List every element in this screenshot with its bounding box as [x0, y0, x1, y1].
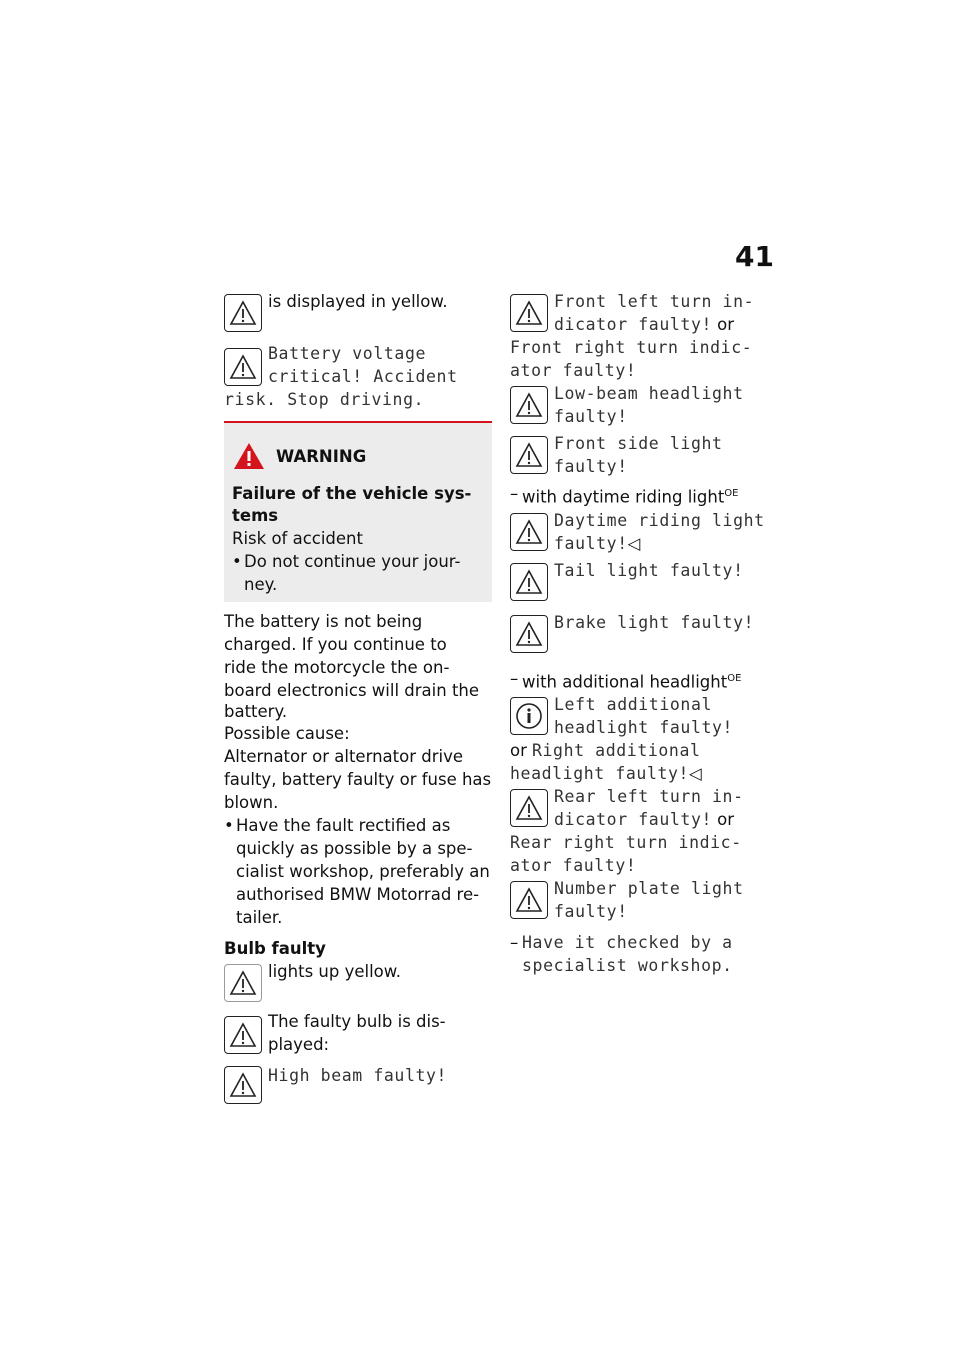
bulb-display-line: played: — [268, 1035, 330, 1054]
front-side-light-row — [510, 432, 780, 482]
instruction-line: Have it checked by a — [522, 933, 733, 952]
number-plate-row — [510, 877, 780, 927]
end-arrow-icon: ◁ — [689, 764, 702, 783]
message-line: Right additional — [531, 741, 701, 760]
bulb-display-line: The faulty bulb is dis- — [268, 1012, 446, 1031]
paragraph-line: charged. If you continue to — [224, 635, 447, 654]
battery-paragraph — [224, 610, 492, 722]
message-line: ator faulty! — [510, 856, 637, 875]
message-line: faulty! — [554, 457, 628, 476]
low-beam-row — [510, 382, 780, 432]
indicator-text: is displayed in yellow. — [268, 292, 448, 311]
or-label: or — [717, 810, 734, 829]
additional-headlight-row — [510, 693, 780, 785]
paragraph-line: The battery is not being — [224, 612, 423, 631]
warning-triangle-icon — [510, 789, 548, 827]
warning-triangle-icon — [224, 1066, 262, 1104]
message-line: faulty! — [554, 533, 628, 553]
message-line: faulty! — [554, 902, 628, 921]
message-line: Rear right turn indic- — [510, 833, 742, 852]
paragraph-line: ride the motorcycle the on- — [224, 658, 450, 677]
warning-title-line: tems — [232, 506, 279, 525]
page-number: 41 — [735, 240, 774, 273]
battery-msg-line: Battery voltage — [268, 344, 427, 363]
warning-bullet-line: ney. — [244, 575, 278, 594]
warning-triangle-icon — [224, 964, 262, 1002]
message-line: Daytime riding light — [554, 510, 765, 530]
tail-light-row — [510, 559, 780, 611]
high-beam-row — [224, 1064, 492, 1110]
paragraph-line: battery. — [224, 702, 288, 721]
action-line: • Have the fault rectified as — [236, 816, 451, 835]
warning-header — [232, 441, 484, 471]
warning-triangle-icon — [510, 513, 548, 551]
message-line: Left additional — [554, 695, 713, 714]
message-line: ator faulty! — [510, 361, 637, 380]
cause-label: Possible cause: — [224, 724, 350, 743]
warning-triangle-icon — [510, 881, 548, 919]
warning-risk: Risk of accident — [232, 529, 363, 548]
oe-mark: OE — [724, 488, 739, 499]
brake-light-row — [510, 611, 780, 661]
cause-line: faulty, battery faulty or fuse has — [224, 770, 492, 789]
condition-text: with daytime riding light — [522, 487, 725, 507]
action-line: tailer. — [236, 908, 283, 927]
battery-message — [224, 342, 492, 411]
bulb-display-row — [224, 1010, 492, 1062]
or-label: or — [717, 315, 734, 334]
bulb-faulty-title: Bulb faulty — [224, 939, 326, 958]
warning-bullet — [232, 550, 484, 596]
battery-indicator-row — [224, 290, 492, 342]
front-indicator-row — [510, 290, 780, 382]
message-line: headlight faulty! — [554, 718, 734, 737]
message-line: Low-beam headlight — [554, 384, 744, 403]
rear-indicator-row — [510, 785, 780, 877]
battery-msg-line: risk. Stop driving. — [224, 390, 425, 409]
warning-triangle-icon — [224, 294, 262, 332]
warning-bullet-line: • Do not continue your jour- — [244, 552, 461, 571]
daytime-condition: – with daytime riding light$^{OE}$ — [510, 484, 739, 507]
message-line: faulty! — [554, 407, 628, 426]
end-arrow-icon: ◁ — [627, 533, 641, 553]
or-label: or — [510, 741, 527, 760]
high-beam-message: High beam faulty! — [268, 1066, 448, 1085]
warning-triangle-icon — [510, 294, 548, 332]
left-column — [224, 290, 492, 1110]
action-line: cialist workshop, preferably an — [236, 862, 490, 881]
check-instruction: – Have it checked by a specialist workshop. — [510, 931, 780, 977]
action-line: quickly as possible by a spe- — [236, 839, 473, 858]
warning-title — [232, 483, 484, 527]
warning-label: WARNING — [276, 446, 367, 466]
message-line: headlight faulty! — [510, 764, 690, 783]
warning-title-line: Failure of the vehicle sys- — [232, 484, 472, 503]
warning-box — [224, 421, 492, 602]
right-column — [510, 290, 780, 977]
oe-mark: OE — [727, 672, 742, 684]
warning-triangle-icon — [510, 436, 548, 474]
warning-triangle-icon — [224, 348, 262, 386]
warning-icon — [232, 441, 266, 471]
bulb-indicator-text: lights up yellow. — [268, 962, 401, 981]
battery-msg-line: critical! Accident — [268, 367, 458, 386]
action-bullet — [224, 814, 492, 929]
instruction-line: specialist workshop. — [522, 956, 733, 975]
cause-line: Alternator or alternator drive — [224, 747, 464, 766]
warning-triangle-icon — [510, 386, 548, 424]
paragraph-line: board electronics will drain the — [224, 681, 480, 700]
message-line: Front left turn in- — [554, 292, 755, 311]
message-line: Number plate light — [554, 879, 744, 898]
warning-triangle-icon — [510, 563, 548, 601]
message-line: Tail light faulty! — [554, 560, 744, 580]
drl-row — [510, 509, 780, 559]
condition-text: with additional headlight — [522, 672, 728, 691]
warning-triangle-icon — [224, 1016, 262, 1054]
info-icon — [510, 697, 548, 735]
message-line: Front right turn indic- — [510, 338, 753, 357]
action-line: authorised BMW Motorrad re- — [236, 885, 480, 904]
bulb-indicator-row — [224, 960, 492, 1010]
additional-condition: – with additional headlight$^{OE}$ — [510, 668, 742, 691]
message-line: dicator faulty! — [554, 315, 713, 334]
message-line: Rear left turn in- — [554, 787, 744, 806]
message-line: dicator faulty! — [554, 810, 713, 829]
message-line: Brake light faulty! — [554, 612, 755, 632]
message-line: Front side light — [554, 434, 723, 453]
warning-triangle-icon — [510, 615, 548, 653]
cause-text — [224, 745, 492, 814]
cause-line: blown. — [224, 793, 279, 812]
